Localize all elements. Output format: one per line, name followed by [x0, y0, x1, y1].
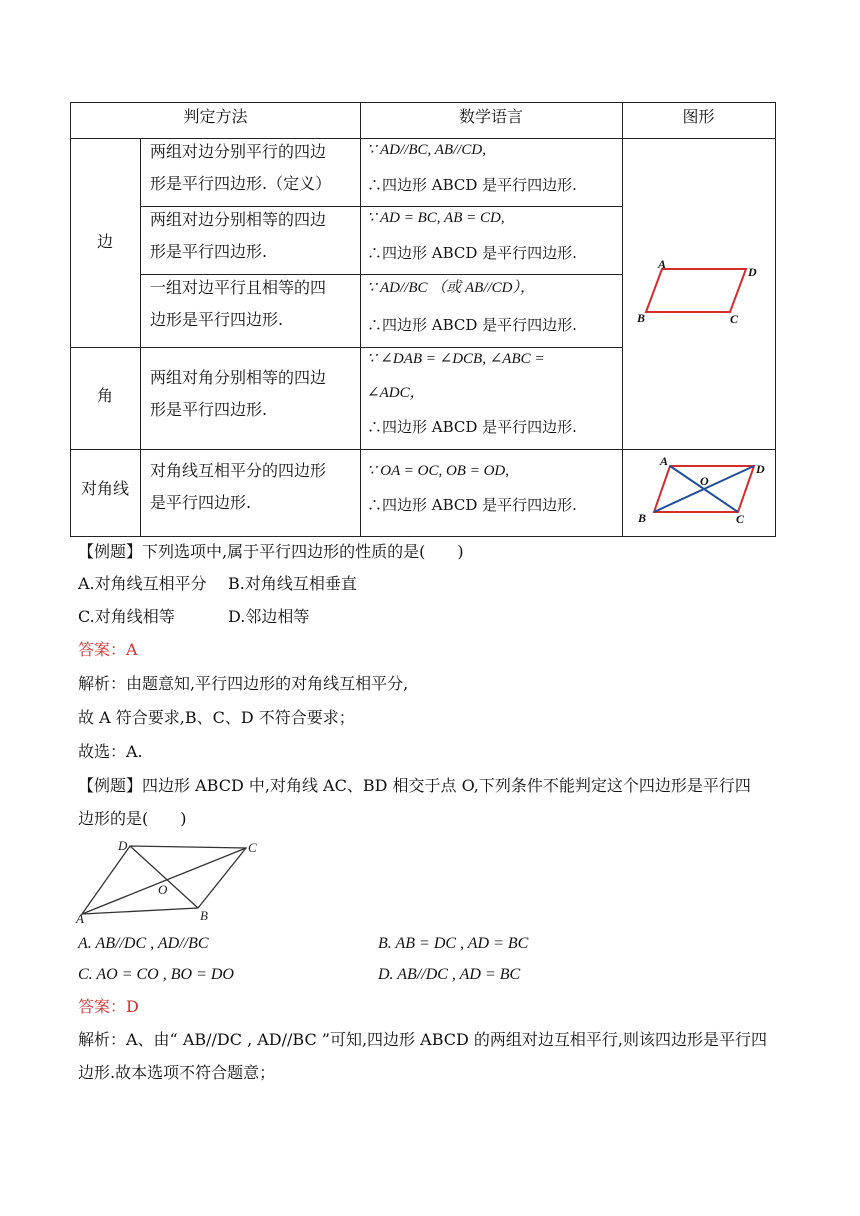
header-method: 判定方法 — [183, 107, 248, 126]
parallelogram-figure — [630, 255, 770, 330]
language-1-line2: ∴四边形 ABCD 是平行四边形. — [367, 176, 577, 194]
example2-option-b: B. AB = DC , AD = BC — [378, 935, 529, 952]
example1-option-c: C.对角线相等 — [78, 607, 175, 626]
fig2-label-o: O — [700, 474, 709, 488]
fig3-label-b: B — [200, 908, 208, 923]
fig3-label-o: O — [158, 882, 168, 897]
category-side: 边 — [96, 232, 113, 251]
example1-analysis-3: 故选：A. — [78, 742, 143, 761]
header-language: 数学语言 — [458, 107, 523, 126]
method-4-line1: 两组对角分别相等的四边 — [150, 368, 327, 387]
category-angle: 角 — [96, 386, 113, 405]
method-1-line2: 形是平行四边形.（定义） — [150, 174, 332, 193]
fig2-label-a: A — [660, 454, 669, 468]
method-5-line1: 对角线互相平分的四边形 — [150, 461, 327, 480]
language-4-line3: ∴四边形 ABCD 是平行四边形. — [367, 418, 577, 436]
fig2-label-d: D — [756, 462, 765, 476]
method-2-line2: 形是平行四边形. — [150, 242, 268, 261]
language-3-line1: ∵ AD//BC （或 AB//CD）， — [367, 280, 536, 296]
fig3-label-c: C — [248, 840, 257, 855]
quadrilateral-figure — [74, 836, 264, 926]
parallelogram-diagonals-figure — [630, 452, 770, 530]
example1-analysis-2: 故 A 符合要求,B、C、D 不符合要求； — [78, 708, 355, 727]
language-1-line1: ∵ AD//BC, AB//CD, — [367, 142, 486, 158]
language-3-line2: ∴四边形 ABCD 是平行四边形. — [367, 316, 577, 334]
example2-option-c: C. AO = CO , BO = DO — [78, 966, 234, 983]
fig3-label-a: A — [76, 911, 84, 926]
header-figure: 图形 — [682, 107, 715, 126]
method-2-line1: 两组对边分别相等的四边 — [150, 210, 327, 229]
example2-question-line2: 边形的是( ) — [78, 809, 187, 828]
example1-analysis-1: 解析：由题意知,平行四边形的对角线互相平分, — [78, 674, 409, 693]
example1-answer: 答案：A — [78, 640, 138, 659]
fig1-label-d: D — [748, 265, 757, 279]
method-3-line2: 边形是平行四边形. — [150, 310, 284, 329]
example2-answer: 答案：D — [78, 997, 139, 1016]
fig3-label-d: D — [118, 838, 128, 853]
fig1-label-a: A — [658, 257, 667, 271]
language-5-line2: ∴四边形 ABCD 是平行四边形. — [367, 496, 577, 514]
method-3-line1: 一组对边平行且相等的四 — [150, 278, 327, 297]
example2-option-a: A. AB//DC , AD//BC — [78, 935, 209, 952]
category-diagonal: 对角线 — [80, 479, 129, 498]
method-1-line1: 两组对边分别平行的四边 — [150, 142, 327, 161]
fig1-label-b: B — [637, 311, 646, 325]
example1-option-d: D.邻边相等 — [228, 607, 310, 626]
language-5-line1: ∵ OA = OC, OB = OD, — [367, 463, 510, 479]
language-2-line1: ∵ AD = BC, AB = CD, — [367, 210, 505, 226]
method-5-line2: 是平行四边形. — [150, 493, 252, 512]
example2-analysis-2: 边形.故本选项不符合题意； — [78, 1063, 276, 1082]
example1-option-a: A.对角线互相平分 — [78, 574, 207, 593]
method-4-line2: 形是平行四边形. — [150, 400, 268, 419]
fig1-label-c: C — [730, 312, 739, 326]
example2-question-line1: 【例题】四边形 ABCD 中,对角线 AC、BD 相交于点 O,下列条件不能判定这个四边形是平行四 — [78, 776, 751, 795]
example1-option-b: B.对角线互相垂直 — [228, 574, 357, 593]
language-2-line2: ∴四边形 ABCD 是平行四边形. — [367, 244, 577, 262]
fig2-label-b: B — [638, 511, 647, 525]
example2-option-d: D. AB//DC , AD = BC — [378, 966, 521, 983]
example2-analysis-1: 解析：A、由“ AB//DC , AD//BC ”可知,四边形 ABCD 的两组对边互相平行,则该四边形是平行四 — [78, 1030, 767, 1049]
fig2-label-c: C — [736, 512, 745, 526]
example1-question: 【例题】下列选项中,属于平行四边形的性质的是( ) — [78, 542, 464, 561]
language-4-line1: ∵ ∠DAB = ∠DCB, ∠ABC = — [367, 351, 545, 367]
language-4-line2: ∠ADC， — [367, 385, 425, 401]
